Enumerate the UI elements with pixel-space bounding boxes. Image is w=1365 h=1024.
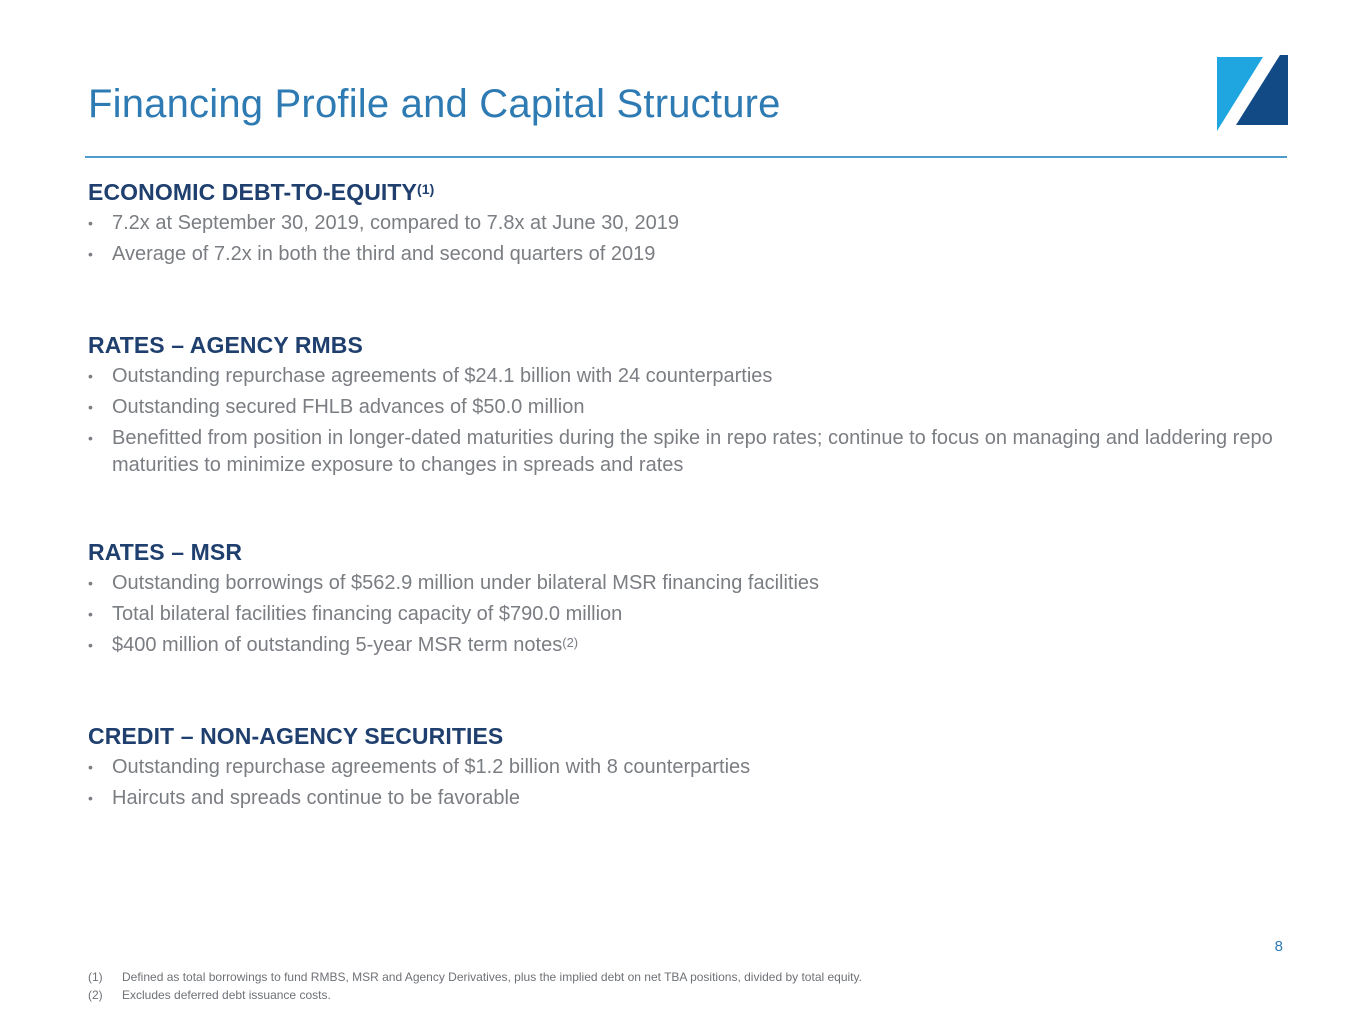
bullet-item: [88, 210, 1288, 237]
section-rates-msr: [88, 538, 1288, 663]
bullet-item: [88, 241, 1288, 268]
section-heading: RATES – MSR: [88, 539, 243, 565]
bullet-text: 7.2x at September 30, 2019, compared to 7.8x at June 30, 2019: [112, 212, 680, 234]
bullet-text: Benefitted from position in longer-dated maturities during the spike in repo rates; continue to focus on managing and laddering repo maturities to minimize exposure to changes in spreads and rates: [112, 427, 1273, 476]
bullet-text: Outstanding repurchase agreements of $24.1 billion with 24 counterparties: [112, 365, 773, 387]
bullet-dot-icon: •: [88, 430, 93, 446]
footnote-reference: (1): [417, 181, 435, 197]
bullet-dot-icon: •: [88, 637, 93, 653]
bullet-dot-icon: •: [88, 759, 93, 775]
bullet-item: [88, 394, 1288, 421]
bullet-list: [88, 363, 1288, 479]
footnote-marker: (1): [88, 970, 103, 984]
bullet-text: Outstanding repurchase agreements of $1.2 billion with 8 counterparties: [112, 756, 751, 778]
bullet-text: $400 million of outstanding 5-year MSR term notes: [112, 634, 563, 656]
footnote-marker: (2): [88, 988, 103, 1002]
bullet-item: [88, 425, 1288, 479]
bullet-item: [88, 632, 1288, 659]
bullet-item: [88, 363, 1288, 390]
footnotes: [88, 968, 862, 1004]
bullet-dot-icon: •: [88, 368, 93, 384]
section-credit-non-agency-securities: [88, 722, 1288, 816]
bullet-item: [88, 601, 1288, 628]
company-logo-icon: [1216, 55, 1288, 131]
footnote-reference: (2): [562, 635, 579, 650]
section-heading-text: ECONOMIC DEBT-TO-EQUITY: [88, 179, 417, 205]
section-economic-debt-to-equity: [88, 178, 1288, 272]
bullet-dot-icon: •: [88, 790, 93, 806]
bullet-text: Average of 7.2x in both the third and second quarters of 2019: [112, 243, 656, 265]
bullet-dot-icon: •: [88, 606, 93, 622]
bullet-item: [88, 754, 1288, 781]
bullet-text: Total bilateral facilities financing capacity of $790.0 million: [112, 603, 623, 625]
bullet-dot-icon: •: [88, 399, 93, 415]
bullet-dot-icon: •: [88, 215, 93, 231]
section-heading: [88, 178, 1288, 206]
footnote-text: Excludes deferred debt issuance costs.: [122, 988, 331, 1002]
bullet-list: [88, 210, 1288, 268]
bullet-dot-icon: •: [88, 575, 93, 591]
page-number: 8: [1274, 938, 1283, 955]
bullet-text: Haircuts and spreads continue to be favorable: [112, 787, 521, 809]
bullet-list: [88, 570, 1288, 659]
bullet-item: [88, 570, 1288, 597]
footnote-item: [88, 986, 862, 1004]
bullet-list: [88, 754, 1288, 812]
footnote-text: Defined as total borrowings to fund RMBS, MSR and Agency Derivatives, plus the implied debt on net TBA positions, divided by total equity.: [122, 970, 862, 984]
bullet-item: [88, 785, 1288, 812]
bullet-text: Outstanding borrowings of $562.9 million under bilateral MSR financing facilities: [112, 572, 820, 594]
page-title: Financing Profile and Capital Structure: [88, 82, 781, 126]
title-divider: [85, 156, 1287, 158]
footnote-item: [88, 968, 862, 986]
bullet-dot-icon: •: [88, 246, 93, 262]
section-rates-agency-rmbs: [88, 331, 1288, 483]
section-heading: RATES – AGENCY RMBS: [88, 332, 363, 358]
section-heading: CREDIT – NON-AGENCY SECURITIES: [88, 723, 504, 749]
bullet-text: Outstanding secured FHLB advances of $50.0 million: [112, 396, 585, 418]
